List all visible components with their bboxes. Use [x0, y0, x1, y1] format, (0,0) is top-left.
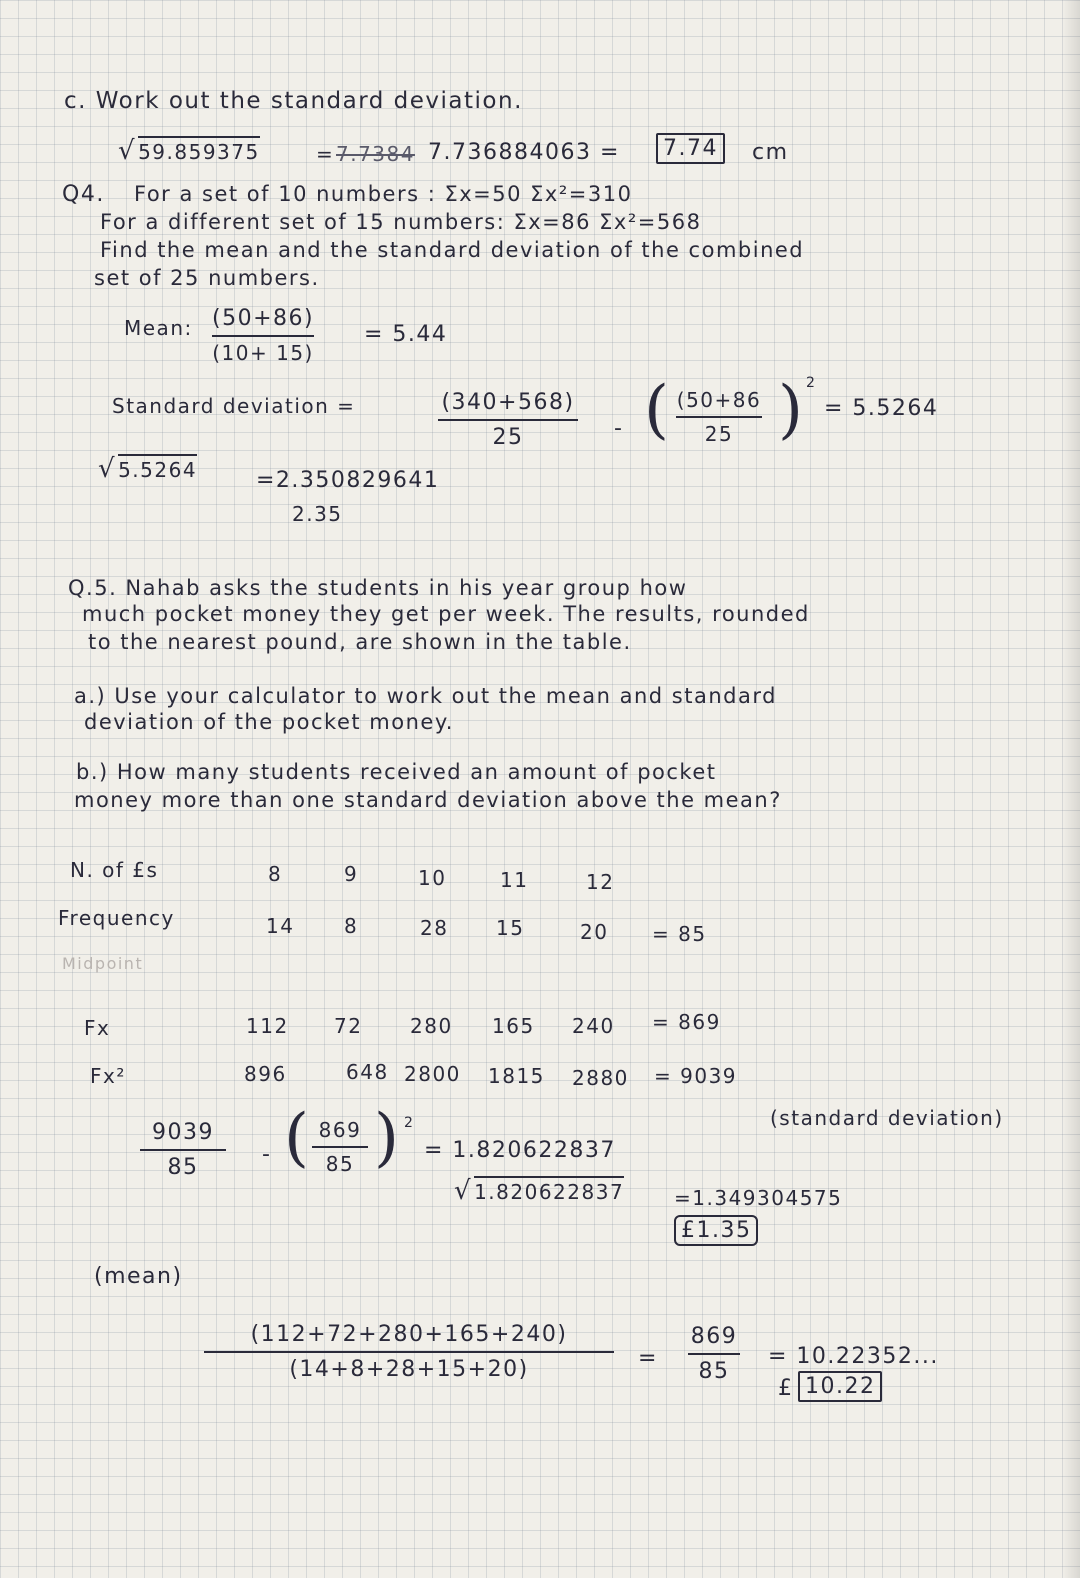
table-fx2-cell: 2880 [572, 1066, 629, 1090]
sd-inner-num: 869 [318, 1118, 362, 1142]
table-row1-label: N. of £s [70, 858, 159, 882]
q3c-answer: 7.74 [656, 133, 725, 164]
q4-line2: For a different set of 15 numbers: Σx=86 Σx²=568 [100, 210, 702, 234]
table-row1-cell: 10 [418, 866, 447, 890]
q4-root [98, 454, 197, 482]
table-fx2-cell: 896 [244, 1062, 287, 1086]
fraction-bar [688, 1353, 740, 1355]
table-fx-cell: 280 [410, 1014, 453, 1038]
fraction-bar [438, 419, 578, 421]
table-fx2-total: = 9039 [654, 1064, 738, 1088]
mean-answer: 10.22 [798, 1371, 882, 1402]
sd-root [454, 1176, 624, 1204]
q4-sd-label: Standard deviation = [112, 394, 356, 418]
table-row1-cell: 11 [500, 868, 529, 892]
open-paren-icon: ( [284, 1101, 309, 1175]
sd-num: 9039 [152, 1120, 214, 1145]
q4-sd-minus: - [614, 416, 624, 441]
table-faint-label: Midpoint [62, 954, 144, 973]
q3c-root [118, 136, 260, 164]
q4-sd-fraction [438, 390, 578, 450]
mean-fraction [204, 1322, 614, 1382]
mean-frac-num: 869 [690, 1324, 738, 1349]
sd-square: 2 [404, 1115, 415, 1131]
sd-root-val: 1.820622837 [474, 1176, 624, 1204]
mean-result: = 10.22352... [768, 1344, 939, 1369]
table-row1-cell: 9 [344, 862, 359, 886]
table-row2-cell: 14 [266, 914, 295, 938]
sd-answer-wrap [674, 1220, 758, 1242]
q5-a-line1: a.) Use your calculator to work out the mean and standard [74, 684, 777, 708]
mean-label: (mean) [94, 1264, 183, 1289]
table-fx2-cell: 1815 [488, 1064, 545, 1088]
q4-sd-inner-den: 25 [704, 422, 734, 446]
q4-mean-label: Mean: [124, 316, 193, 340]
mean-small-fraction [688, 1324, 740, 1384]
q4-sd-inner-num: (50+86 [676, 388, 762, 412]
q4-label: Q4. [62, 182, 105, 207]
table-row2-cell: 8 [344, 914, 359, 938]
q4-sd-num: (340+568) [441, 390, 575, 415]
table-fx2-cell: 648 [346, 1060, 389, 1084]
table-row2-total: = 85 [652, 922, 707, 946]
fraction-bar [312, 1146, 368, 1148]
q3c-result: 7.736884063 = [428, 140, 620, 165]
q4-mean-den: (10+ 15) [212, 341, 314, 365]
close-paren-icon: ) [374, 1101, 399, 1175]
table-row2-cell: 20 [580, 920, 609, 944]
q4-mean-fraction [212, 306, 314, 365]
q3c-scribble: 7.7384 [336, 142, 415, 166]
fraction-bar [676, 416, 762, 418]
table-row1-cell: 8 [268, 862, 283, 886]
q4-line4: set of 25 numbers. [94, 266, 320, 290]
table-fx-cell: 165 [492, 1014, 535, 1038]
sqrt-icon: √ [98, 454, 117, 484]
q4-sd-result: = 5.5264 [824, 396, 939, 421]
mean-frac-den: 85 [698, 1359, 730, 1384]
table-fx-cell: 112 [246, 1014, 289, 1038]
q5-b-line1: b.) How many students received an amount of pocket [76, 760, 717, 784]
q5-line2: much pocket money they get per week. The results, rounded [82, 602, 810, 626]
sd-root-result: =1.349304575 [674, 1186, 843, 1210]
q4-root-val: 5.5264 [118, 454, 197, 482]
sd-note: (standard deviation) [770, 1106, 1004, 1130]
q4-root-result: =2.350829641 [256, 468, 440, 493]
table-row1-cell: 12 [586, 870, 615, 894]
page-edge-shadow [1062, 0, 1080, 1578]
q3c-radicand: 59.859375 [138, 136, 260, 164]
q4-line1: For a set of 10 numbers : Σx=50 Σx²=310 [134, 182, 633, 206]
q5-line1: Q.5. Nahab asks the students in his year group how [68, 576, 688, 600]
table-fx-cell: 240 [572, 1014, 615, 1038]
q4-sd-inner-fraction [676, 388, 762, 446]
sd-fraction [140, 1120, 226, 1180]
sd-inner-fraction [312, 1118, 368, 1176]
table-fx-label: Fx [84, 1016, 111, 1040]
q3c-unit: cm [752, 140, 789, 165]
sd-answer: £1.35 [674, 1215, 758, 1246]
q4-sd-square: 2 [806, 375, 817, 391]
q4-line3: Find the mean and the standard deviation of the combined [100, 238, 805, 262]
sd-result: = 1.820622837 [424, 1138, 616, 1163]
fraction-bar [212, 335, 314, 337]
sqrt-icon: √ [454, 1176, 473, 1206]
open-paren-icon: ( [644, 373, 669, 447]
table-fx2-cell: 2800 [404, 1062, 461, 1086]
table-row2-label: Frequency [58, 906, 175, 930]
close-paren-icon: ) [778, 373, 803, 447]
mean-num: (112+72+280+165+240) [250, 1322, 568, 1347]
q3c-answer-wrap [656, 138, 725, 160]
q5-b-line2: money more than one standard deviation above the mean? [74, 788, 782, 812]
q3c-eq: = [316, 142, 335, 166]
table-fx-total: = 869 [652, 1010, 721, 1034]
mean-currency: £ [778, 1376, 794, 1401]
q5-line3: to the nearest pound, are shown in the table. [88, 630, 632, 654]
q3c-heading: c. Work out the standard deviation. [64, 88, 523, 114]
mean-answer-wrap [798, 1376, 882, 1398]
table-row2-cell: 28 [420, 916, 449, 940]
q4-mean-result: = 5.44 [364, 322, 448, 347]
q4-root-rounded: 2.35 [292, 502, 343, 526]
sqrt-icon: √ [118, 136, 137, 166]
mean-eq: = [638, 1346, 658, 1371]
sd-den: 85 [167, 1155, 199, 1180]
fraction-bar [140, 1149, 226, 1151]
table-row2-cell: 15 [496, 916, 525, 940]
q5-a-line2: deviation of the pocket money. [84, 710, 454, 734]
q4-sd-den: 25 [492, 425, 524, 450]
sd-inner-den: 85 [325, 1152, 355, 1176]
table-fx2-label: Fx² [90, 1064, 126, 1088]
table-fx-cell: 72 [334, 1014, 363, 1038]
mean-den: (14+8+28+15+20) [289, 1357, 529, 1382]
q4-mean-num: (50+86) [212, 306, 315, 331]
fraction-bar [204, 1351, 614, 1353]
sd-minus: - [262, 1142, 272, 1167]
